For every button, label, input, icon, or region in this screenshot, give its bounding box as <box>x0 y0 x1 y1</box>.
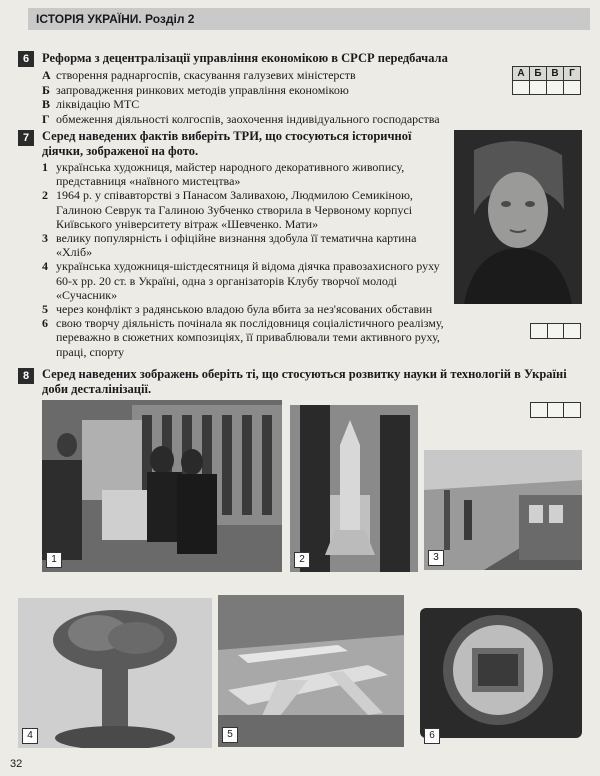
answer-grid-q7 <box>530 323 580 339</box>
photo-label: 2 <box>294 552 310 568</box>
photo-label: 5 <box>222 727 238 743</box>
question-8-number: 8 <box>18 368 34 384</box>
question-8-text: Серед наведених зображень оберіть ті, що стосуються розвитку науки й технологій в Україні доби десталінізації. <box>42 367 567 396</box>
photo-label: 6 <box>424 728 440 744</box>
page-header <box>28 8 590 30</box>
list-item: 3 велику популярність і офіційне визнання здобула її тематична картина «Хліб» <box>42 231 417 260</box>
answer-letter-b: Б <box>529 66 547 81</box>
photo-2-rocket[interactable] <box>290 405 418 572</box>
camera-image <box>420 598 582 748</box>
explosion-image <box>18 598 212 748</box>
answer-cell[interactable] <box>546 80 564 95</box>
photo-label: 3 <box>428 550 444 566</box>
option-b[interactable]: Б запровадження ринкових методів управління економікою <box>42 82 349 97</box>
question-6-number: 6 <box>18 51 34 67</box>
photo-5-aircraft[interactable] <box>218 595 404 747</box>
question-6-options <box>42 68 492 126</box>
option-a[interactable]: А створення раднаргоспів, скасування галузевих міністерств <box>42 68 356 82</box>
portrait-image <box>454 130 582 304</box>
answer-cell[interactable] <box>563 323 581 339</box>
aircraft-image <box>218 595 404 747</box>
answer-letter-a: А <box>512 66 530 81</box>
list-item: 4 українська художниця-шістдесятниця й відома діячка правозахисного руху 60-х рр. 20 ст. в Україні, одна з організаторів Клубу творчої молоді «Сучасник» <box>42 259 440 302</box>
photo-label: 4 <box>22 728 38 744</box>
rocket-image <box>290 405 418 572</box>
metro-image <box>424 450 582 570</box>
header-section: Розділ 2 <box>145 12 195 26</box>
photo-label: 1 <box>46 552 62 568</box>
page-number: 32 <box>10 758 23 770</box>
answer-grid-q8 <box>530 402 580 418</box>
answer-cell[interactable] <box>563 402 581 418</box>
question-7-number: 7 <box>18 130 34 146</box>
photo-4-explosion[interactable] <box>18 598 212 748</box>
question-7-text: Серед наведених фактів виберіть ТРИ, що стосуються історичної діячки, зображеної на фото. <box>42 129 412 158</box>
answer-grid-header <box>512 66 580 81</box>
list-item: 6 свою творчу діяльність почінала як послідовниця соціалістичного реалізму, переважно в сюжетних композиціях, її приваблювали теми активного руху, праці, спорту <box>42 316 444 359</box>
answer-cell[interactable] <box>529 80 547 95</box>
list-item: 2 1964 р. у співавторстві з Панасом Заливахою, Людмилою Семикіною, Галиною Севрук та Галиною Зубченко створила в Червоному корпусі Київського університету вітраж «Шевченко. Мати» <box>42 188 413 231</box>
header-title: ІСТОРІЯ УКРАЇНИ. <box>36 12 142 26</box>
list-item: 1 українська художниця, майстер народного декоративного живопису, представниця «наївного мистецтва» <box>42 160 405 189</box>
answer-cell[interactable] <box>530 402 548 418</box>
computer-image <box>42 400 282 572</box>
question-7-list <box>42 160 444 359</box>
portrait-photo <box>454 130 582 304</box>
answer-cell[interactable] <box>563 80 581 95</box>
photo-1-computer[interactable] <box>42 400 282 572</box>
question-6-text: Реформа з децентралізації управління економікою в СРСР передбачала <box>42 51 448 65</box>
answer-cell[interactable] <box>547 323 565 339</box>
answer-cell[interactable] <box>547 402 565 418</box>
answer-cell[interactable] <box>512 80 530 95</box>
photo-3-metro[interactable] <box>424 450 582 570</box>
answer-letter-v: В <box>546 66 564 81</box>
option-c[interactable]: В ліквідацію МТС <box>42 97 140 111</box>
answer-cell[interactable] <box>530 323 548 339</box>
option-d[interactable]: Г обмеження діяльності колгоспів, заохочення індивідуального господарства <box>42 111 440 126</box>
answer-letter-g: Г <box>563 66 581 81</box>
photo-6-camera[interactable] <box>420 598 582 748</box>
answer-grid-q6 <box>512 80 580 95</box>
list-item: 5 через конфлікт з радянською владою була вбита за нез'ясованих обставин <box>42 302 433 317</box>
